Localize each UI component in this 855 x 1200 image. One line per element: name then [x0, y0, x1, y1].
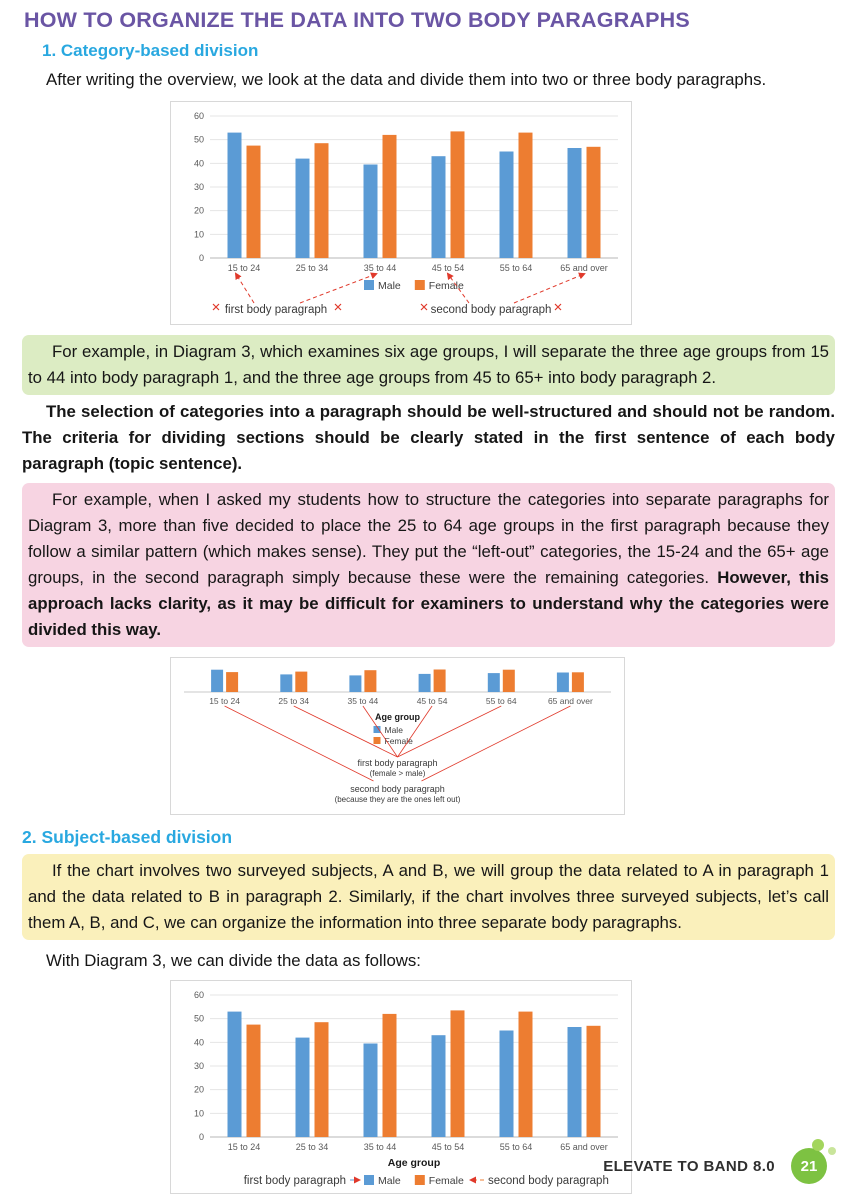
svg-text:15 to 24: 15 to 24	[227, 1142, 261, 1152]
svg-text:10: 10	[193, 229, 204, 240]
svg-text:45 to 54: 45 to 54	[416, 696, 448, 706]
svg-text:0: 0	[198, 253, 204, 263]
svg-text:20: 20	[193, 205, 204, 216]
svg-text:second body paragraph: second body paragraph	[350, 784, 445, 794]
svg-text:45 to 54: 45 to 54	[431, 1142, 465, 1152]
svg-text:50: 50	[193, 134, 204, 145]
svg-text:first body paragraph: first body paragraph	[357, 758, 438, 768]
yellow-highlight-paragraph: If the chart involves two surveyed subjects, A and B, we will group the data related to A in paragraph 1 and the data related to B in paragraph 2. Similarly, if the chart involves three surveyed subjects, let’s call them A, B, and C, we can organize the information into three separate body paragraphs.	[22, 854, 835, 940]
svg-text:Female: Female	[384, 736, 413, 746]
svg-text:25 to 34: 25 to 34	[295, 263, 329, 273]
page-number-badge	[791, 1148, 827, 1184]
svg-text:20: 20	[193, 1084, 204, 1095]
svg-text:first body paragraph: first body paragraph	[243, 1175, 346, 1187]
svg-text:first body paragraph: first body paragraph	[224, 304, 328, 316]
svg-text:65 and over: 65 and over	[547, 696, 593, 706]
svg-text:(because they are the ones lef: (because they are the ones left out)	[334, 795, 461, 804]
svg-text:55 to 64: 55 to 64	[485, 696, 517, 706]
svg-text:15 to 24: 15 to 24	[227, 263, 261, 273]
svg-text:65 and over: 65 and over	[560, 1142, 608, 1152]
intro-paragraph: After writing the overview, we look at the data and divide them into two or three body paragraphs.	[46, 70, 767, 89]
svg-text:0: 0	[198, 1132, 204, 1142]
category-grouping-diagram-svg	[176, 662, 619, 812]
svg-text:Age group: Age group	[375, 712, 420, 722]
age-bar-chart-1-svg	[176, 106, 626, 322]
svg-text:(female > male): (female > male)	[369, 769, 426, 778]
svg-text:40: 40	[193, 1037, 204, 1048]
pink-paragraph-normal: For example, when I asked my students how to structure the categories into separate paragraphs for Diagram 3, more than five decided to place the 25 to 64 age groups in the first paragraph because they follow a similar pattern (which makes sense). They put the “left-out” categories, the 15-24 and the 65+ age groups, in the second paragraph simply because these were the remaining categories.	[28, 490, 829, 587]
svg-text:second body paragraph: second body paragraph	[488, 1175, 609, 1187]
svg-text:Female: Female	[428, 280, 464, 292]
with-diagram-paragraph: With Diagram 3, we can divide the data as follows:	[46, 951, 421, 970]
section-2-heading: 2. Subject-based division	[22, 827, 233, 847]
svg-text:60: 60	[193, 990, 204, 1000]
category-grouping-diagram	[170, 657, 625, 815]
svg-text:60: 60	[193, 111, 204, 121]
svg-text:Female: Female	[428, 1175, 464, 1187]
svg-text:Male: Male	[384, 725, 403, 735]
svg-text:40: 40	[193, 158, 204, 169]
svg-text:45 to 54: 45 to 54	[431, 263, 465, 273]
section-1-heading: 1. Category-based division	[42, 41, 259, 60]
svg-text:Male: Male	[378, 280, 401, 292]
svg-text:35 to 44: 35 to 44	[347, 696, 379, 706]
subject-grouping-chart-svg	[176, 985, 626, 1191]
svg-text:50: 50	[193, 1013, 204, 1024]
svg-text:30: 30	[193, 182, 204, 192]
subject-grouping-chart	[170, 980, 632, 1194]
page-title: HOW TO ORGANIZE THE DATA INTO TWO BODY PARAGRAPHS	[24, 8, 690, 32]
green-highlight-paragraph: For example, in Diagram 3, which examines six age groups, I will separate the three age groups from 15 to 44 into body paragraph 1, and the three age groups from 45 to 65+ into body paragraph 2.	[22, 335, 835, 395]
svg-text:55 to 64: 55 to 64	[499, 1142, 533, 1152]
book-brand: ELEVATE TO BAND 8.0	[603, 1157, 775, 1175]
age-bar-chart-1	[170, 101, 632, 325]
page-footer	[603, 1148, 827, 1184]
svg-text:25 to 34: 25 to 34	[278, 696, 310, 706]
svg-text:15 to 24: 15 to 24	[209, 696, 240, 706]
svg-text:second body paragraph: second body paragraph	[430, 304, 552, 316]
svg-text:30: 30	[193, 1061, 204, 1071]
svg-text:55 to 64: 55 to 64	[499, 263, 533, 273]
svg-text:25 to 34: 25 to 34	[295, 1142, 329, 1152]
svg-text:35 to 44: 35 to 44	[363, 1142, 397, 1152]
svg-text:35 to 44: 35 to 44	[363, 263, 397, 273]
rule-paragraph: The selection of categories into a paragraph should be well-structured and should not be random. The criteria for dividing sections should be clearly stated in the first sentence of each body paragraph (topic sentence).	[22, 402, 835, 473]
svg-text:10: 10	[193, 1108, 204, 1119]
svg-text:Age group: Age group	[387, 1157, 441, 1169]
pink-paragraph-bold: However, this approach lacks clarity, as it may be difficult for examiners to understand why the categories were divided this way.	[28, 568, 829, 639]
svg-text:Male: Male	[378, 1175, 401, 1187]
svg-text:65 and over: 65 and over	[560, 263, 608, 273]
page-number: 21	[800, 1157, 818, 1175]
pink-highlight-paragraph	[22, 483, 835, 647]
